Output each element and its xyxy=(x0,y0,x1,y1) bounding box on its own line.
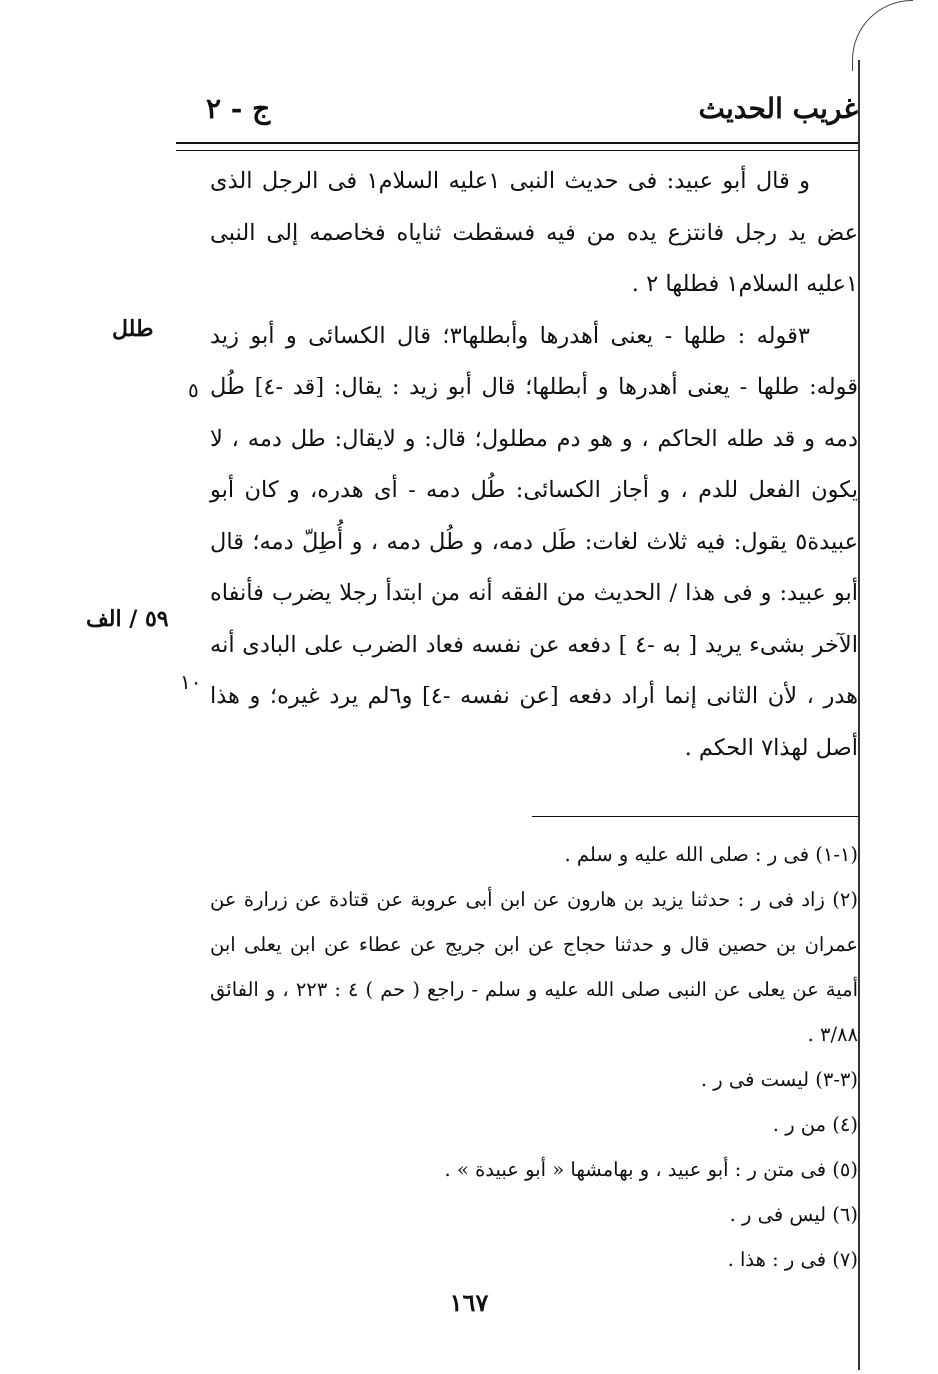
main-text xyxy=(210,156,858,774)
page-binding-edge xyxy=(858,60,860,1370)
footnote-5: (٥) فى متن ر : أبو عبيد ، و بهامشها « أبو عبيدة » . xyxy=(444,1158,858,1181)
line-number-10: ١٠ xyxy=(180,670,202,694)
footnote-2: (٢) زاد فى ر : حدثنا يزيد بن هارون عن ابن أبى عروبة عن قتادة عن زرارة عن عمران بن حصين قال و حدثنا حجاج عن ابن جريج عن عطاء عن ابن يعلى ابن أمية عن يعلى عن النبى صلى الله عليه و سلم - راجع ( حم ) ٤ : ٢٢٣ ، و الفائق ٣/٨٨ . xyxy=(210,888,858,1046)
footnote-1: (١-١) فى ر : صلى الله عليه و سلم . xyxy=(564,843,858,866)
paragraph-1: و قال أبو عبيد: فى حديث النبى ١عليه السلام١ فى الرجل الذى عض يد رجل فانتزع يده من فيه فسقطت ثناياه فخاصمه إلى النبى ١عليه السلام١ فطلها ٢ . xyxy=(210,168,858,297)
footnotes xyxy=(210,832,858,1282)
footnote-rule xyxy=(532,816,858,817)
page-number: ١٦٧ xyxy=(449,1288,489,1317)
folio-marker: ٥٩ / الف xyxy=(86,606,169,632)
book-title: غريب الحديث xyxy=(698,92,858,125)
paragraph-2: ٣قوله : طلها - يعنى أهدرها وأبطلها٣؛ قال الكسائى و أبو زيد قوله: طلها - يعنى أهدرها و أبطلها؛ قال أبو زيد : يقال: [قد -٤] طُل دمه و قد طله الحاكم ، و هو دم مطلول؛ قال: و لايقال: طل دمه ، لا يكون الفعل للدم ، و أجاز الكسائى: طُل دمه - أى هدره، و كان أبو عبيدة٥ يقول: فيه ثلاث لغات: طَل دمه، و طُل دمه ، و أُطِلّ دمه؛ قال أبو عبيد: و فى هذا / الحديث من الفقه أنه من ابتدأ رجلا يضرب فأنفاه الآخر بشىء يريد [ به -٤ ] دفعه عن نفسه فعاد الضرب على البادى أنه هدر ، لأن الثانى إنما أراد دفعه [عن نفسه -٤] و٦لم يرد غيره؛ و هذا أصل لهذا٧ الحكم . xyxy=(210,322,858,761)
footnote-7: (٧) فى ر : هذا . xyxy=(727,1248,858,1271)
line-number-5: ٥ xyxy=(188,378,199,402)
footnote-3: (٣-٣) ليست فى ر . xyxy=(700,1068,858,1091)
footnote-4: (٤) من ر . xyxy=(772,1113,858,1136)
running-header xyxy=(176,92,858,138)
footnote-6: (٦) ليس فى ر . xyxy=(729,1203,858,1226)
page-binding-curve xyxy=(852,0,913,71)
volume-label: ج - ٢ xyxy=(206,92,271,125)
header-rule xyxy=(176,142,858,151)
margin-keyword: طلل xyxy=(112,316,154,342)
